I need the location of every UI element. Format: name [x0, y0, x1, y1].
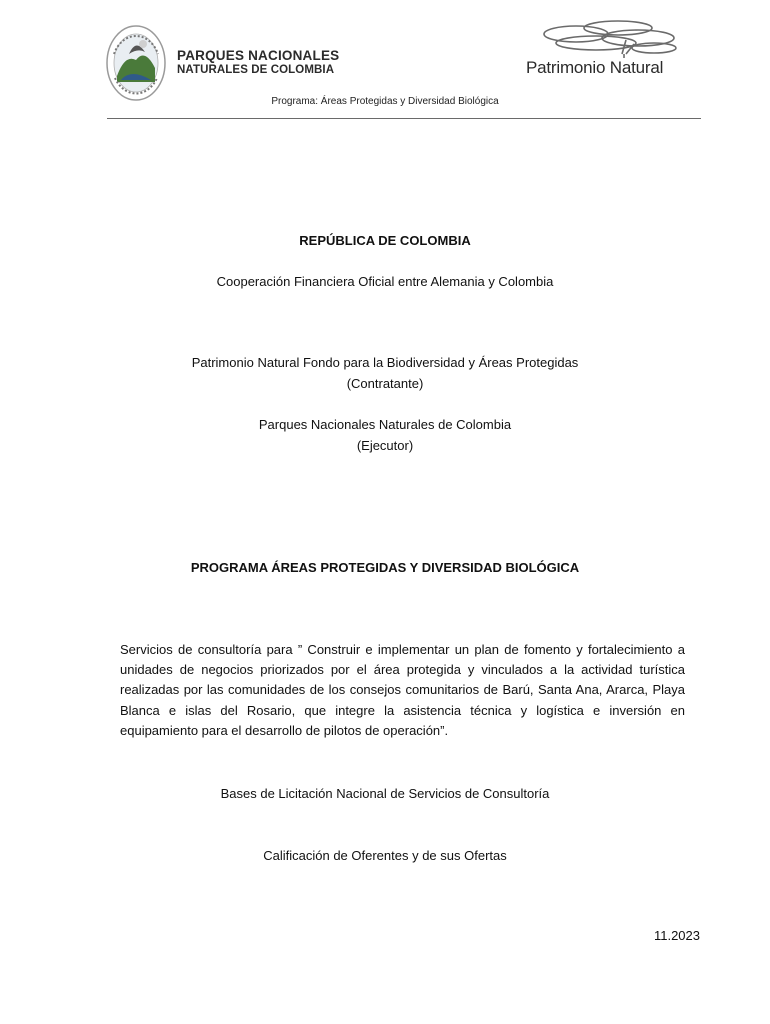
parques-nacionales-wordmark — [177, 49, 339, 77]
executor-role: (Ejecutor) — [356, 438, 414, 453]
bases-line: Bases de Licitación Nacional de Servicios de Consultoría — [220, 786, 550, 801]
program-header-line: Programa: Áreas Protegidas y Diversidad Biológica — [271, 96, 499, 107]
qualification-line: Calificación de Oferentes y de sus Ofertas — [263, 848, 507, 863]
contractor-role: (Contratante) — [346, 376, 424, 391]
program-title: PROGRAMA ÁREAS PROTEGIDAS Y DIVERSIDAD BIOLÓGICA — [190, 560, 580, 575]
patrimonio-natural-wordmark: Patrimonio Natural — [526, 58, 664, 77]
country-title: REPÚBLICA DE COLOMBIA — [299, 233, 471, 248]
parques-nacionales-logo — [105, 24, 167, 102]
pnn-wordmark-line1: PARQUES NACIONALES — [177, 48, 340, 63]
document-date: 11.2023 — [653, 928, 700, 943]
cooperation-line: Cooperación Financiera Oficial entre Alemania y Colombia — [216, 274, 554, 289]
header-divider — [107, 118, 701, 119]
pnn-wordmark-line2: NATURALES DE COLOMBIA — [177, 64, 335, 76]
contractor-name: Patrimonio Natural Fondo para la Biodiversidad y Áreas Protegidas — [191, 355, 579, 370]
executor-name: Parques Nacionales Naturales de Colombia — [258, 417, 512, 432]
services-paragraph: Servicios de consultoría para ” Construir e implementar un plan de fomento y fortalecimiento a unidades de negocios priorizados por el área protegida y vinculados a la actividad turística realizadas por las comunidades de los consejos comunitarios de Barú, Santa Ana, Ararca, Playa Blanca e islas del Rosario, que integre la asistencia técnica y logística e inversión en equipamiento para el desarrollo de pilotos de operación”. — [120, 642, 685, 738]
